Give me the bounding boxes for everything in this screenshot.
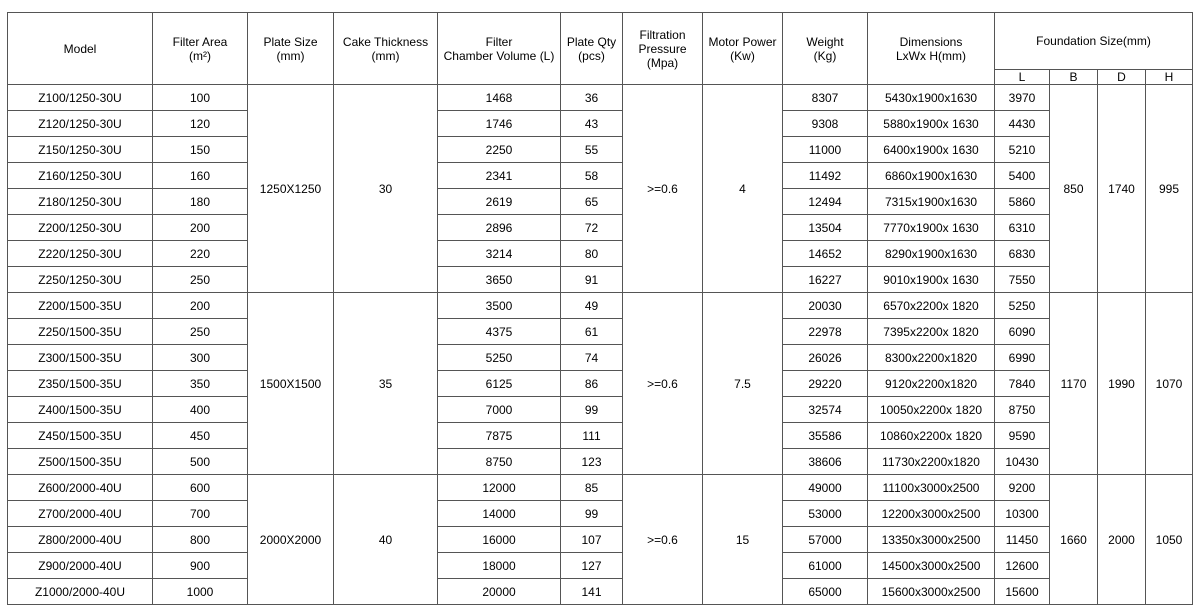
cell-filter-area: 180: [153, 189, 248, 215]
cell-foundation-l: 4430: [995, 111, 1050, 137]
cell-foundation-l: 3970: [995, 85, 1050, 111]
cell-model: Z300/1500-35U: [8, 345, 153, 371]
cell-chamber-volume: 3214: [438, 241, 561, 267]
cell-foundation-l: 5210: [995, 137, 1050, 163]
table-row: [8, 241, 1193, 267]
cell-chamber-volume: 6125: [438, 371, 561, 397]
cell-weight: 57000: [783, 527, 868, 553]
cell-filter-area: 300: [153, 345, 248, 371]
header-motor-power: [703, 13, 783, 85]
cell-weight: 38606: [783, 449, 868, 475]
table-row: [8, 267, 1193, 293]
cell-dimensions: 8300x2200x1820: [868, 345, 995, 371]
cell-plate-qty: 72: [561, 215, 623, 241]
cell-plate-qty: 61: [561, 319, 623, 345]
cell-filter-area: 150: [153, 137, 248, 163]
cell-foundation-l: 11450: [995, 527, 1050, 553]
header-cake-thickness: [334, 13, 438, 85]
table-row: [8, 345, 1193, 371]
header-unit: (Mpa): [646, 55, 679, 70]
table-row: [8, 553, 1193, 579]
cell-cake-thickness: 30: [334, 85, 438, 293]
cell-plate-qty: 99: [561, 397, 623, 423]
cell-dimensions: 9120x2200x1820: [868, 371, 995, 397]
cell-foundation-b: 850: [1050, 85, 1098, 293]
cell-filter-area: 350: [153, 371, 248, 397]
cell-plate-qty: 65: [561, 189, 623, 215]
cell-filter-area: 500: [153, 449, 248, 475]
cell-chamber-volume: 3500: [438, 293, 561, 319]
cell-filter-area: 120: [153, 111, 248, 137]
cell-plate-qty: 107: [561, 527, 623, 553]
table-row: [8, 449, 1193, 475]
cell-cake-thickness: 40: [334, 475, 438, 605]
cell-plate-qty: 99: [561, 501, 623, 527]
cell-filter-area: 160: [153, 163, 248, 189]
cell-weight: 65000: [783, 579, 868, 605]
table-row: [8, 423, 1193, 449]
cell-foundation-l: 7550: [995, 267, 1050, 293]
header-label: Plate Qty: [566, 34, 617, 49]
cell-plate-qty: 141: [561, 579, 623, 605]
cell-model: Z800/2000-40U: [8, 527, 153, 553]
table-row: [8, 163, 1193, 189]
cell-filter-area: 220: [153, 241, 248, 267]
table-row: [8, 85, 1193, 111]
table-row: [8, 371, 1193, 397]
cell-weight: 16227: [783, 267, 868, 293]
cell-model: Z200/1500-35U: [8, 293, 153, 319]
cell-weight: 20030: [783, 293, 868, 319]
cell-chamber-volume: 16000: [438, 527, 561, 553]
header-foundation-b: B: [1050, 70, 1098, 85]
cell-foundation-l: 6090: [995, 319, 1050, 345]
cell-cake-thickness: 35: [334, 293, 438, 475]
cell-chamber-volume: 3650: [438, 267, 561, 293]
header-label: Weight: [806, 34, 844, 49]
header-unit: (pcs): [578, 48, 605, 63]
cell-foundation-l: 7840: [995, 371, 1050, 397]
header-label: Motor Power: [708, 34, 777, 49]
cell-model: Z180/1250-30U: [8, 189, 153, 215]
cell-filter-area: 900: [153, 553, 248, 579]
cell-model: Z600/2000-40U: [8, 475, 153, 501]
header-unit: Chamber Volume (L): [443, 48, 555, 63]
cell-plate-qty: 55: [561, 137, 623, 163]
header-plate-size: [248, 13, 334, 85]
filter-press-spec-table: [7, 12, 1193, 605]
cell-foundation-d: 2000: [1098, 475, 1146, 605]
cell-foundation-l: 9590: [995, 423, 1050, 449]
cell-weight: 12494: [783, 189, 868, 215]
cell-plate-qty: 111: [561, 423, 623, 449]
cell-plate-size: 1500X1500: [248, 293, 334, 475]
table-row: [8, 111, 1193, 137]
cell-weight: 35586: [783, 423, 868, 449]
cell-plate-qty: 58: [561, 163, 623, 189]
cell-dimensions: 11730x2200x1820: [868, 449, 995, 475]
cell-weight: 29220: [783, 371, 868, 397]
cell-chamber-volume: 2896: [438, 215, 561, 241]
header-model: [8, 13, 153, 85]
cell-weight: 11492: [783, 163, 868, 189]
cell-model: Z220/1250-30U: [8, 241, 153, 267]
cell-foundation-l: 5860: [995, 189, 1050, 215]
cell-model: Z200/1250-30U: [8, 215, 153, 241]
cell-filter-area: 250: [153, 319, 248, 345]
header-filter-area: [153, 13, 248, 85]
cell-chamber-volume: 4375: [438, 319, 561, 345]
cell-chamber-volume: 12000: [438, 475, 561, 501]
cell-dimensions: 7315x1900x1630: [868, 189, 995, 215]
cell-weight: 53000: [783, 501, 868, 527]
header-foundation-l: L: [995, 70, 1050, 85]
cell-chamber-volume: 1468: [438, 85, 561, 111]
cell-foundation-d: 1740: [1098, 85, 1146, 293]
cell-dimensions: 6400x1900x 1630: [868, 137, 995, 163]
cell-plate-qty: 49: [561, 293, 623, 319]
table-row: [8, 579, 1193, 605]
cell-weight: 32574: [783, 397, 868, 423]
cell-weight: 13504: [783, 215, 868, 241]
table-row: [8, 215, 1193, 241]
cell-model: Z500/1500-35U: [8, 449, 153, 475]
cell-weight: 22978: [783, 319, 868, 345]
table-header: [8, 13, 1193, 85]
header-weight: [783, 13, 868, 85]
cell-weight: 26026: [783, 345, 868, 371]
cell-plate-qty: 85: [561, 475, 623, 501]
cell-dimensions: 5880x1900x 1630: [868, 111, 995, 137]
cell-model: Z900/2000-40U: [8, 553, 153, 579]
cell-dimensions: 8290x1900x1630: [868, 241, 995, 267]
cell-foundation-l: 10300: [995, 501, 1050, 527]
cell-filter-area: 600: [153, 475, 248, 501]
cell-foundation-b: 1170: [1050, 293, 1098, 475]
cell-plate-qty: 43: [561, 111, 623, 137]
cell-chamber-volume: 20000: [438, 579, 561, 605]
cell-weight: 49000: [783, 475, 868, 501]
cell-chamber-volume: 14000: [438, 501, 561, 527]
cell-filter-area: 200: [153, 293, 248, 319]
header-foundation-h: H: [1146, 70, 1193, 85]
cell-foundation-b: 1660: [1050, 475, 1098, 605]
cell-foundation-l: 9200: [995, 475, 1050, 501]
table-row: [8, 293, 1193, 319]
header-unit: (mm): [371, 48, 400, 63]
cell-foundation-h: 1050: [1146, 475, 1193, 605]
cell-motor-power: 4: [703, 85, 783, 293]
header-unit: (Kg): [813, 48, 837, 63]
cell-filter-area: 100: [153, 85, 248, 111]
cell-foundation-h: 995: [1146, 85, 1193, 293]
table-body: [8, 85, 1193, 605]
cell-model: Z150/1250-30U: [8, 137, 153, 163]
cell-filter-area: 1000: [153, 579, 248, 605]
cell-model: Z250/1500-35U: [8, 319, 153, 345]
table-row: [8, 475, 1193, 501]
header-unit: (Kw): [730, 48, 755, 63]
cell-filter-area: 400: [153, 397, 248, 423]
cell-foundation-l: 6310: [995, 215, 1050, 241]
table-row: [8, 319, 1193, 345]
cell-filtration-pressure: >=0.6: [623, 475, 703, 605]
header-label: Filter Area: [172, 34, 228, 49]
cell-weight: 8307: [783, 85, 868, 111]
cell-dimensions: 6570x2200x 1820: [868, 293, 995, 319]
cell-model: Z700/2000-40U: [8, 501, 153, 527]
cell-plate-qty: 74: [561, 345, 623, 371]
cell-foundation-l: 6990: [995, 345, 1050, 371]
table-row: [8, 189, 1193, 215]
header-unit: (m²): [189, 48, 211, 63]
cell-filtration-pressure: >=0.6: [623, 293, 703, 475]
cell-model: Z250/1250-30U: [8, 267, 153, 293]
header-label: Dimensions: [899, 34, 963, 49]
cell-chamber-volume: 5250: [438, 345, 561, 371]
cell-foundation-h: 1070: [1146, 293, 1193, 475]
cell-plate-size: 2000X2000: [248, 475, 334, 605]
cell-dimensions: 14500x3000x2500: [868, 553, 995, 579]
header-label: Cake Thickness: [342, 34, 429, 49]
header-label: Filtration: [639, 27, 686, 42]
cell-plate-qty: 123: [561, 449, 623, 475]
cell-foundation-l: 10430: [995, 449, 1050, 475]
cell-weight: 11000: [783, 137, 868, 163]
cell-dimensions: 11100x3000x2500: [868, 475, 995, 501]
cell-plate-qty: 127: [561, 553, 623, 579]
cell-filter-area: 800: [153, 527, 248, 553]
cell-model: Z1000/2000-40U: [8, 579, 153, 605]
cell-foundation-l: 8750: [995, 397, 1050, 423]
cell-chamber-volume: 8750: [438, 449, 561, 475]
cell-foundation-l: 5250: [995, 293, 1050, 319]
cell-plate-qty: 86: [561, 371, 623, 397]
header-plate-qty: [561, 13, 623, 85]
header-dimensions: [868, 13, 995, 85]
cell-filter-area: 700: [153, 501, 248, 527]
cell-foundation-l: 5400: [995, 163, 1050, 189]
cell-filter-area: 250: [153, 267, 248, 293]
header-label: Plate Size: [263, 34, 318, 49]
cell-model: Z120/1250-30U: [8, 111, 153, 137]
cell-foundation-l: 6830: [995, 241, 1050, 267]
table-row: [8, 137, 1193, 163]
header-label: Model: [63, 41, 97, 56]
header-foundation-d: D: [1098, 70, 1146, 85]
cell-model: Z450/1500-35U: [8, 423, 153, 449]
cell-plate-qty: 80: [561, 241, 623, 267]
cell-foundation-l: 12600: [995, 553, 1050, 579]
table-row: [8, 397, 1193, 423]
cell-dimensions: 7395x2200x 1820: [868, 319, 995, 345]
cell-filtration-pressure: >=0.6: [623, 85, 703, 293]
cell-dimensions: 12200x3000x2500: [868, 501, 995, 527]
cell-plate-size: 1250X1250: [248, 85, 334, 293]
cell-plate-qty: 36: [561, 85, 623, 111]
cell-chamber-volume: 2341: [438, 163, 561, 189]
cell-dimensions: 7770x1900x 1630: [868, 215, 995, 241]
cell-model: Z350/1500-35U: [8, 371, 153, 397]
cell-foundation-l: 15600: [995, 579, 1050, 605]
cell-dimensions: 6860x1900x1630: [868, 163, 995, 189]
table-row: [8, 501, 1193, 527]
cell-weight: 61000: [783, 553, 868, 579]
header-filtration-pressure: [623, 13, 703, 85]
cell-motor-power: 15: [703, 475, 783, 605]
cell-chamber-volume: 1746: [438, 111, 561, 137]
cell-foundation-d: 1990: [1098, 293, 1146, 475]
cell-chamber-volume: 7000: [438, 397, 561, 423]
cell-weight: 14652: [783, 241, 868, 267]
header-label: Filter: [485, 34, 513, 49]
header-chamber-volume: [438, 13, 561, 85]
header-label: Pressure: [638, 41, 687, 56]
cell-plate-qty: 91: [561, 267, 623, 293]
header-unit: (mm): [276, 48, 305, 63]
cell-dimensions: 9010x1900x 1630: [868, 267, 995, 293]
header-foundation-size: [995, 13, 1193, 70]
cell-dimensions: 13350x3000x2500: [868, 527, 995, 553]
cell-dimensions: 15600x3000x2500: [868, 579, 995, 605]
cell-chamber-volume: 18000: [438, 553, 561, 579]
cell-chamber-volume: 2250: [438, 137, 561, 163]
cell-model: Z400/1500-35U: [8, 397, 153, 423]
cell-chamber-volume: 7875: [438, 423, 561, 449]
cell-filter-area: 450: [153, 423, 248, 449]
cell-dimensions: 10050x2200x 1820: [868, 397, 995, 423]
header-unit: LxWx H(mm): [896, 48, 966, 63]
cell-dimensions: 10860x2200x 1820: [868, 423, 995, 449]
table-row: [8, 527, 1193, 553]
cell-chamber-volume: 2619: [438, 189, 561, 215]
cell-model: Z100/1250-30U: [8, 85, 153, 111]
cell-filter-area: 200: [153, 215, 248, 241]
cell-weight: 9308: [783, 111, 868, 137]
cell-dimensions: 5430x1900x1630: [868, 85, 995, 111]
header-label: Foundation Size(mm): [1036, 34, 1151, 48]
cell-model: Z160/1250-30U: [8, 163, 153, 189]
cell-motor-power: 7.5: [703, 293, 783, 475]
